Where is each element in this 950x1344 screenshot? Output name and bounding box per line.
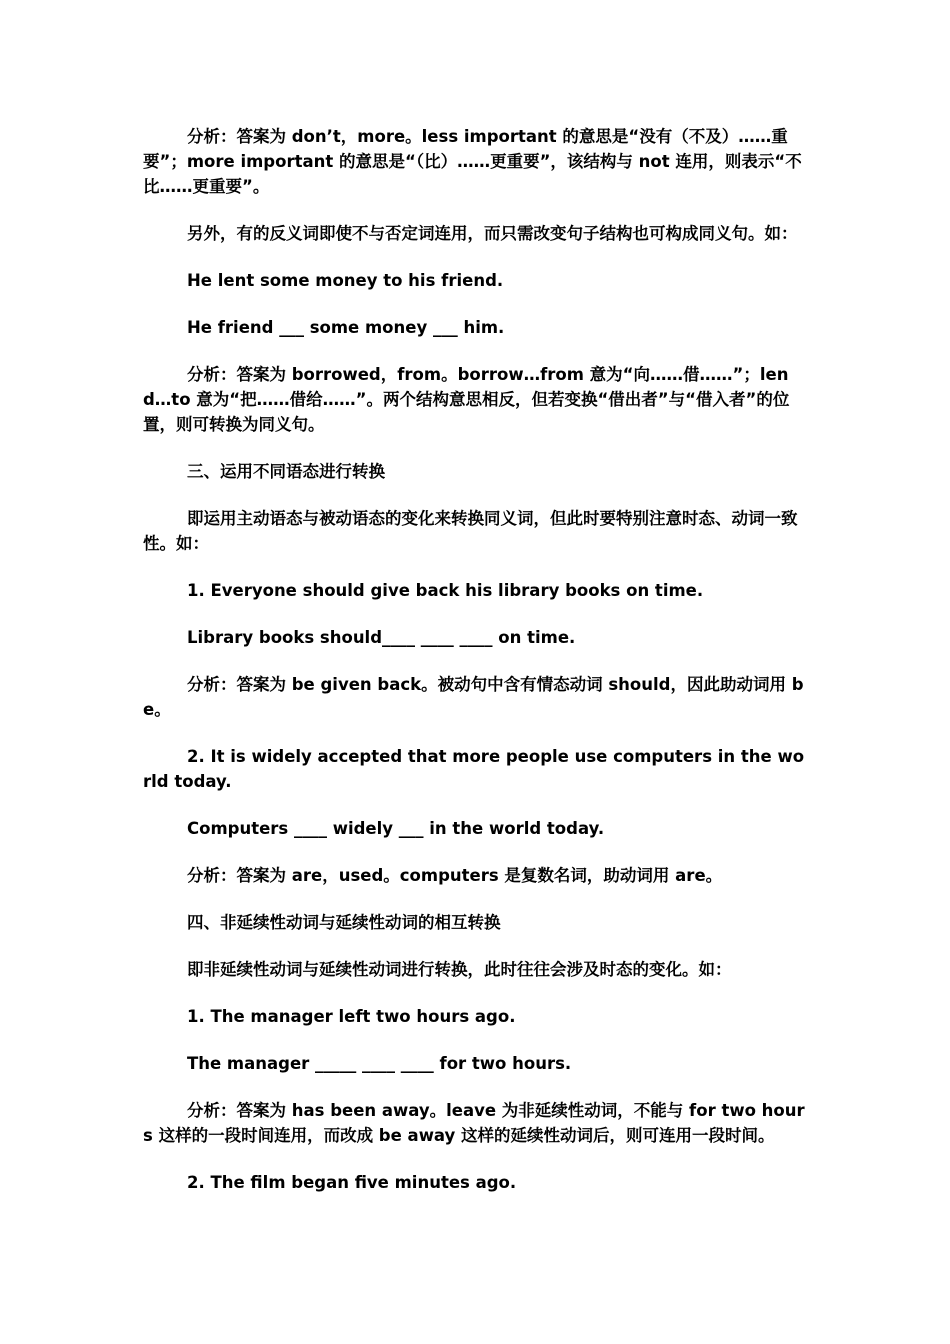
paragraph-gap xyxy=(143,1148,807,1170)
paragraph-gap xyxy=(143,982,807,1004)
example-sentence: 2. The film began five minutes ago. xyxy=(187,1173,517,1192)
exercise-sentence: He friend ___ some money ___ him. xyxy=(187,318,505,337)
paragraph-gap xyxy=(143,722,807,744)
example-sentence: 1. The manager left two hours ago. xyxy=(187,1007,516,1026)
section-heading: 四、非延续性动词与延续性动词的相互转换 xyxy=(187,913,501,932)
exercise-sentence: Library books should____ ____ ____ on time. xyxy=(187,628,576,647)
example-sentence: He lent some money to his friend. xyxy=(187,271,504,290)
body-paragraph: 另外，有的反义词即使不与否定词连用，而只需改变句子结构也可构成同义句。如： xyxy=(187,224,798,243)
paragraph-gap xyxy=(143,935,807,957)
example-sentence: 2. It is widely accepted that more people use computers in the world today. xyxy=(143,747,805,791)
document-page xyxy=(143,124,807,1195)
paragraph-gap xyxy=(143,603,807,625)
body-paragraph: 即非延续性动词与延续性动词进行转换，此时往往会涉及时态的变化。如： xyxy=(187,960,732,979)
example-sentence: 1. Everyone should give back his library books on time. xyxy=(187,581,704,600)
paragraph-gap xyxy=(143,340,807,362)
paragraph-gap xyxy=(143,841,807,863)
analysis-paragraph: 分析：答案为 has been away。leave 为非延续性动词，不能与 for two hours 这样的一段时间连用，而改成 be away 这样的延续性动词后，则可连用一段时间。 xyxy=(143,1101,805,1145)
analysis-paragraph: 分析：答案为 borrowed，from。borrow…from 意为“向……借……”；lend…to 意为“把……借给……”。两个结构意思相反，但若变换“借出者”与“借入者”的位置，则可转换为同义句。 xyxy=(143,365,790,434)
paragraph-gap xyxy=(143,199,807,221)
paragraph-gap xyxy=(143,437,807,459)
body-paragraph: 即运用主动语态与被动语态的变化来转换同义词，但此时要特别注意时态、动词一致性。如： xyxy=(143,509,798,553)
exercise-sentence: The manager _____ ____ ____ for two hours. xyxy=(187,1054,572,1073)
paragraph-gap xyxy=(143,888,807,910)
analysis-paragraph: 分析：答案为 are，used。computers 是复数名词，助动词用 are。 xyxy=(187,866,723,885)
paragraph-gap xyxy=(143,650,807,672)
analysis-paragraph: 分析：答案为 be given back。被动句中含有情态动词 should，因此助动词用 be。 xyxy=(143,675,804,719)
paragraph-gap xyxy=(143,293,807,315)
analysis-paragraph: 分析：答案为 don’t，more。less important 的意思是“没有（不及）……重要”；more important 的意思是“（比）……更重要”，该结构与 not 连用，则表示“不比……更重要”。 xyxy=(143,127,802,196)
paragraph-gap xyxy=(143,556,807,578)
paragraph-gap xyxy=(143,484,807,506)
section-heading: 三、运用不同语态进行转换 xyxy=(187,462,385,481)
paragraph-gap xyxy=(143,246,807,268)
paragraph-gap xyxy=(143,794,807,816)
paragraph-gap xyxy=(143,1029,807,1051)
paragraph-gap xyxy=(143,1076,807,1098)
exercise-sentence: Computers ____ widely ___ in the world today. xyxy=(187,819,605,838)
